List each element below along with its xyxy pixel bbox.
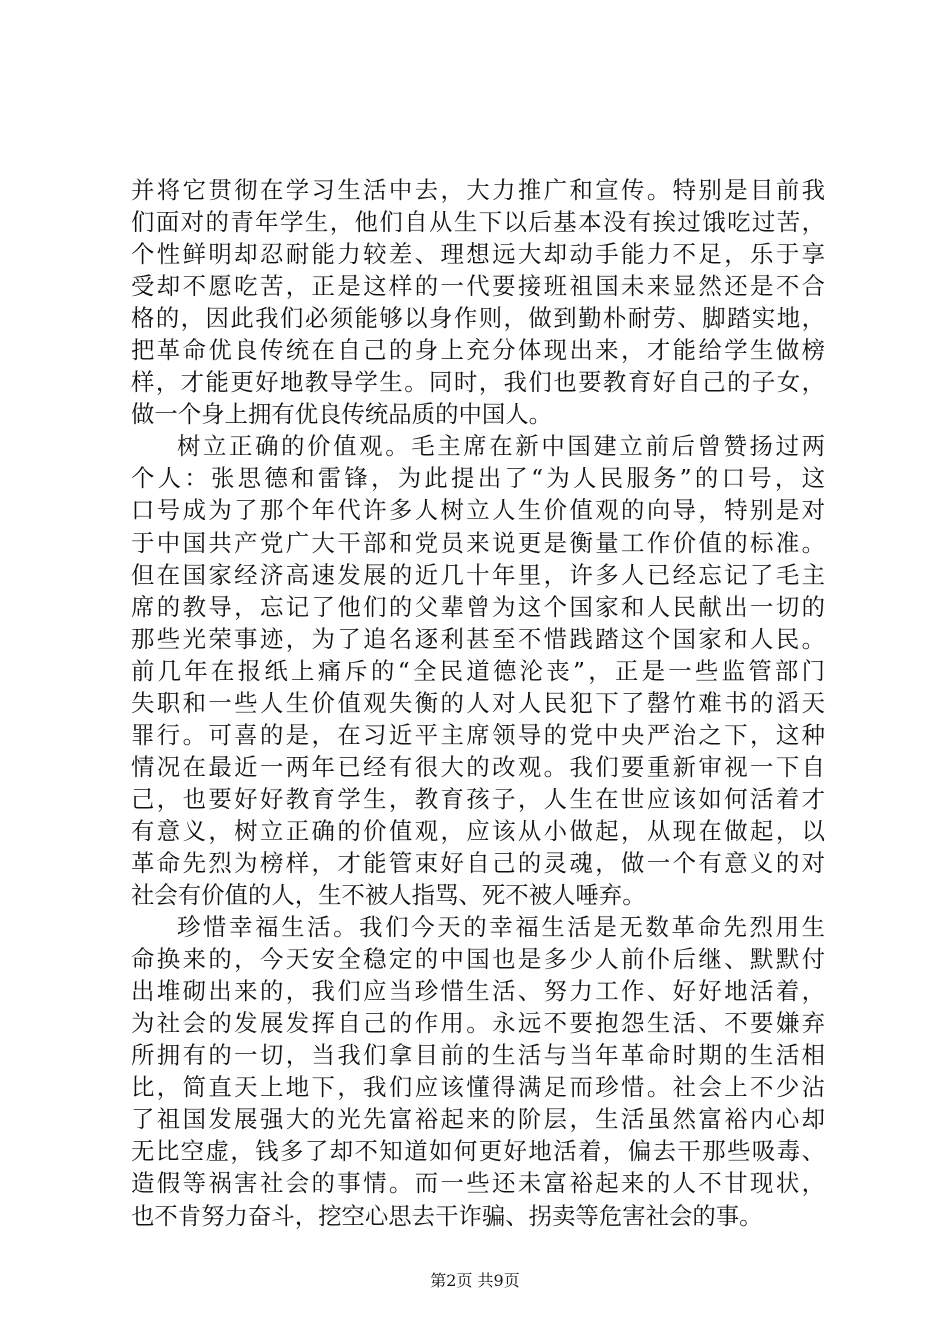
text-line: 样，才能更好地教导学生。同时，我们也要教育好自己的子女， <box>131 368 825 397</box>
text-line: 比，简直天上地下，我们应该懂得满足而珍惜。社会上不少沾 <box>131 1073 825 1102</box>
text-line: 做一个身上拥有优良传统品质的中国人。 <box>131 400 553 429</box>
body-text <box>131 174 825 1232</box>
text-line: 无比空虚，钱多了却不知道如何更好地活着，偏去干那些吸毒、 <box>131 1137 825 1166</box>
text-line: 于中国共产党广大干部和党员来说更是衡量工作价值的标准。 <box>131 528 825 557</box>
text-line: 情况在最近一两年已经有很大的改观。我们要重新审视一下自 <box>131 752 825 781</box>
text-line: 们面对的青年学生，他们自从生下以后基本没有挨过饿吃过苦， <box>131 208 825 237</box>
text-line: 所拥有的一切，当我们拿目前的生活与当年革命时期的生活相 <box>131 1041 825 1070</box>
text-line: 失职和一些人生价值观失衡的人对人民犯下了罄竹难书的滔天 <box>131 688 825 717</box>
text-line: 树立正确的价值观。毛主席在新中国建立前后曾赞扬过两 <box>177 432 825 461</box>
text-line: 珍惜幸福生活。我们今天的幸福生活是无数革命先烈用生 <box>177 913 825 942</box>
text-line: 罪行。可喜的是，在习近平主席领导的党中央严治之下，这种 <box>131 720 825 749</box>
text-line: 并将它贯彻在学习生活中去，大力推广和宣传。特别是目前我 <box>131 176 825 204</box>
text-line: 有意义，树立正确的价值观，应该从小做起，从现在做起，以 <box>131 816 825 845</box>
text-line: 把革命优良传统在自己的身上充分体现出来，才能给学生做榜 <box>131 336 825 365</box>
text-line: 受却不愿吃苦，正是这样的一代要接班祖国未来显然还是不合 <box>131 272 825 301</box>
text-line: 口号成为了那个年代许多人树立人生价值观的向导，特别是对 <box>131 496 825 525</box>
text-line: 但在国家经济高速发展的近几十年里，许多人已经忘记了毛主 <box>131 560 825 589</box>
text-line: 席的教导，忘记了他们的父辈曾为这个国家和人民献出一切的 <box>131 592 825 621</box>
page-number-footer: 第2页 共9页 <box>430 1271 520 1290</box>
text-line: 前几年在报纸上痛斥的“全民道德沦丧”，正是一些监管部门 <box>131 656 825 685</box>
text-line: 了祖国发展强大的光先富裕起来的阶层，生活虽然富裕内心却 <box>131 1105 825 1134</box>
text-line: 为社会的发展发挥自己的作用。永远不要抱怨生活、不要嫌弃 <box>131 1009 825 1038</box>
text-line: 社会有价值的人，生不被人指骂、死不被人唾弃。 <box>131 881 646 910</box>
text-line: 也不肯努力奋斗，挖空心思去干诈骗、拐卖等危害社会的事。 <box>131 1201 763 1230</box>
text-line: 格的，因此我们必须能够以身作则，做到勤朴耐劳、脚踏实地， <box>131 304 825 333</box>
text-line: 革命先烈为榜样，才能管束好自己的灵魂，做一个有意义的对 <box>131 848 825 877</box>
text-line: 出堆砌出来的，我们应当珍惜生活、努力工作、好好地活着， <box>131 977 825 1006</box>
paragraph-3 <box>131 911 825 1231</box>
text-line: 个性鲜明却忍耐能力较差、理想远大却动手能力不足，乐于享 <box>131 240 825 269</box>
text-line: 造假等祸害社会的事情。而一些还未富裕起来的人不甘现状， <box>131 1169 825 1198</box>
text-line: 己，也要好好教育学生，教育孩子，人生在世应该如何活着才 <box>131 784 825 813</box>
paragraph-2 <box>131 430 825 911</box>
text-line: 个人：张思德和雷锋，为此提出了“为人民服务”的口号，这 <box>131 464 825 493</box>
text-line: 那些光荣事迹，为了追名逐利甚至不惜践踏这个国家和人民。 <box>131 624 825 653</box>
text-line: 命换来的，今天安全稳定的中国也是多少人前仆后继、默默付 <box>131 945 825 974</box>
paragraph-1 <box>131 174 825 430</box>
